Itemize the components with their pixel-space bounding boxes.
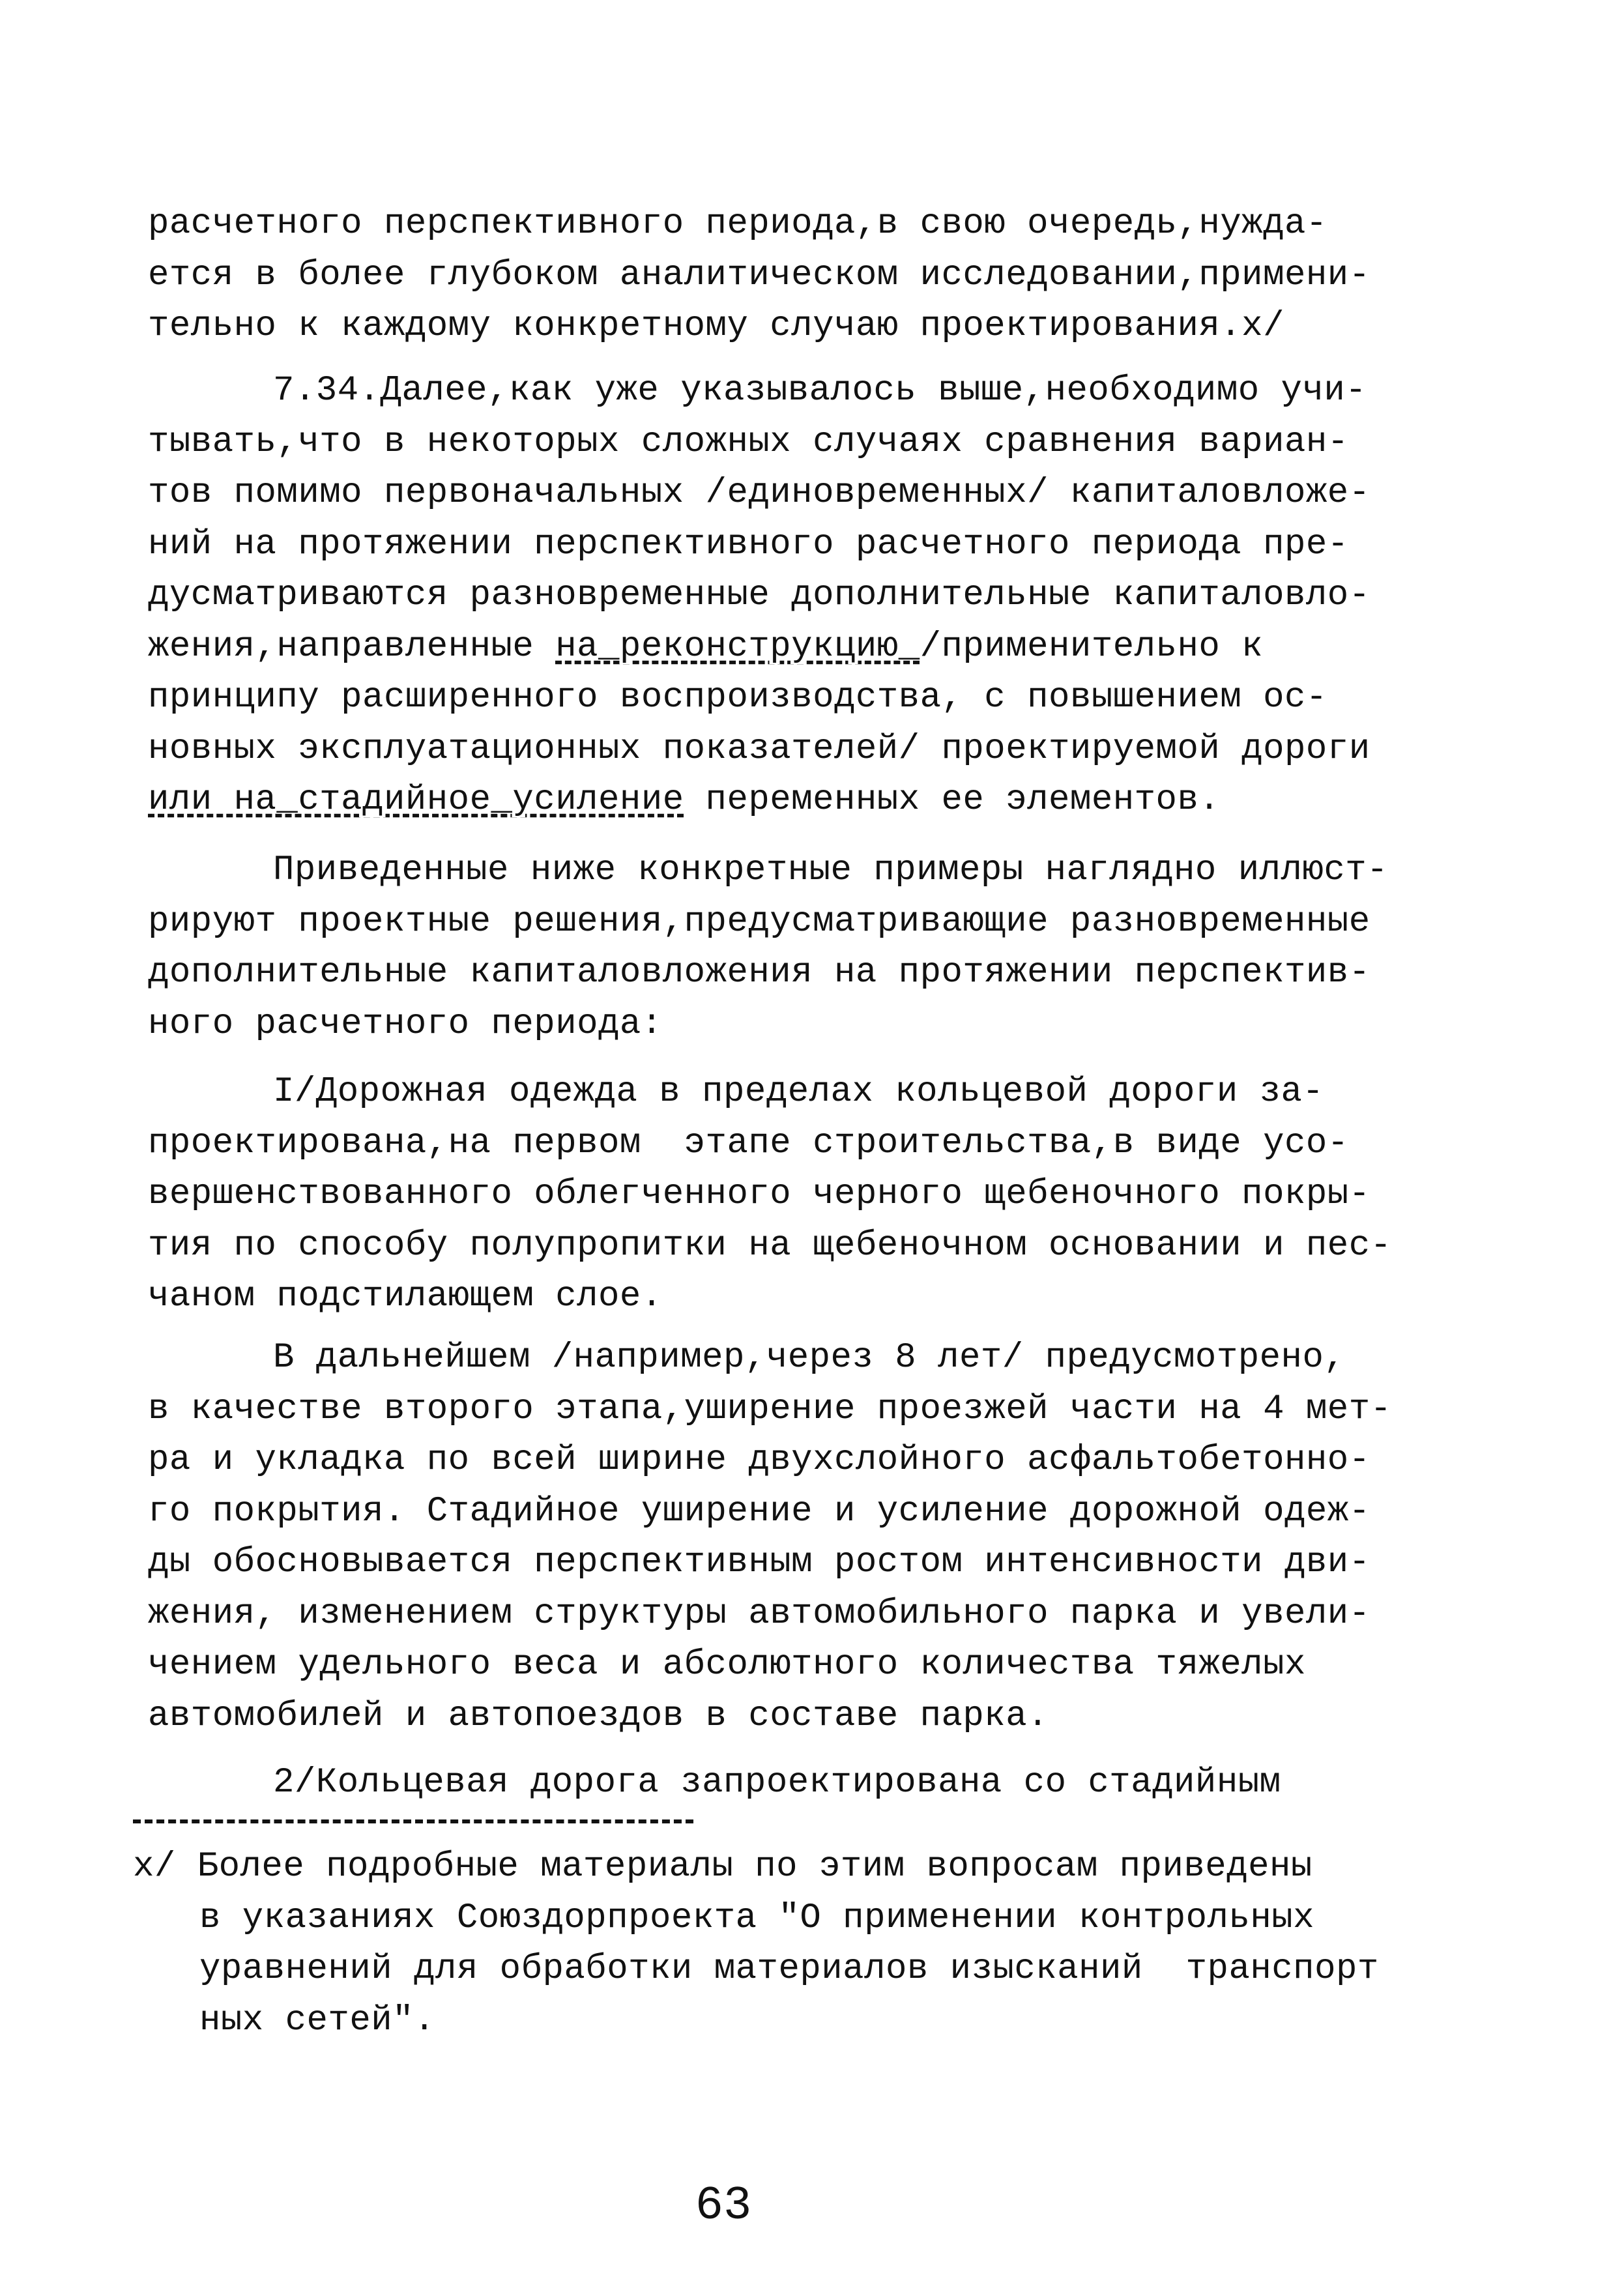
text-line <box>148 622 1370 673</box>
text-line: чаном подстилающем слое. <box>148 1277 663 1316</box>
text-line: В дальнейшем /например,через 8 лет/ предусмотрено, <box>273 1338 1346 1378</box>
text-line: дусматриваются разновременные дополнительные капиталовло- <box>148 575 1370 615</box>
underlined-text: или на_стадийное_усиление <box>148 780 684 820</box>
text-line: проектирована,на первом этапе строительства,в виде усо- <box>148 1123 1349 1163</box>
footnote-separator <box>133 1819 693 1823</box>
text-line: тывать,что в некоторых сложных случаях сравнения вариан- <box>148 422 1349 462</box>
text-line: новных эксплуатационных показателей/ проектируемой дороги <box>148 729 1370 769</box>
text-line: ется в более глубоком аналитическом исследовании,примени- <box>148 255 1370 295</box>
text-line: вершенствованного облегченного черного щебеночного покры- <box>148 1174 1370 1214</box>
text-line: принципу расширенного воспроизводства, с повышением ос- <box>148 678 1327 717</box>
text-line: Приведенные ниже конкретные примеры наглядно иллюст- <box>273 850 1389 890</box>
footnote-line: ных сетей". <box>199 2000 435 2040</box>
text-segment: переменных ее элементов. <box>684 780 1221 820</box>
footnote <box>133 1842 1379 2046</box>
paragraph-example-2 <box>148 1758 1281 1809</box>
paragraph-7-34 <box>148 366 1370 826</box>
text-segment: жения,направленные <box>148 626 556 667</box>
paragraph-1 <box>148 199 1370 353</box>
text-line: чением удельного веса и абсолютного количества тяжелых <box>148 1645 1306 1685</box>
text-line: ды обосновывается перспективным ростом интенсивности дви- <box>148 1543 1370 1582</box>
text-line <box>148 775 1370 826</box>
text-line: 2/Кольцевая дорога запроектирована со стадийным <box>273 1763 1281 1803</box>
text-segment: /применительно к <box>920 626 1264 667</box>
text-line: дополнительные капиталовложения на протяжении перспектив- <box>148 953 1370 993</box>
text-line: тов помимо первоначальных /единовременных/ капиталовложе- <box>148 473 1370 513</box>
text-line: в качестве второго этапа,уширение проезжей части на 4 мет- <box>148 1389 1392 1429</box>
text-line: жения, изменением структуры автомобильного парка и увели- <box>148 1593 1370 1634</box>
text-line: ного расчетного периода: <box>148 1004 663 1044</box>
underlined-text: на_реконструкцию_ <box>555 626 920 667</box>
paragraph-example-1-continued <box>148 1333 1392 1742</box>
paragraph-examples-intro <box>148 845 1388 1050</box>
text-line: рируют проектные решения,предусматривающие разновременные <box>148 901 1370 942</box>
text-line: I/Дорожная одежда в пределах кольцевой дороги за- <box>273 1072 1324 1112</box>
paragraph-example-1 <box>148 1067 1392 1323</box>
page-number: 63 <box>695 2179 752 2233</box>
text-line: расчетного перспективного периода,в свою очередь,нужда- <box>148 204 1327 244</box>
footnote-line: х/ Более подробные материалы по этим вопросам приведены <box>133 1847 1312 1887</box>
footnote-line: уравнений для обработки материалов изысканий транспорт <box>199 1949 1379 1989</box>
text-line: автомобилей и автопоездов в составе парка. <box>148 1696 1049 1736</box>
text-line: ний на протяжении перспективного расчетного периода пре- <box>148 524 1349 564</box>
footnote-line: в указаниях Союздорпроекта "О применении контрольных <box>199 1898 1315 1938</box>
text-line: тия по способу полупропитки на щебеночном основании и пес- <box>148 1225 1392 1266</box>
text-line: тельно к каждому конкретному случаю проектирования.х/ <box>148 306 1284 346</box>
text-line: 7.34.Далее,как уже указывалось выше,необходимо учи- <box>273 371 1367 411</box>
text-line: ра и укладка по всей ширине двухслойного асфальтобетонно- <box>148 1440 1370 1480</box>
text-line: го покрытия. Стадийное уширение и усиление дорожной одеж- <box>148 1491 1370 1531</box>
